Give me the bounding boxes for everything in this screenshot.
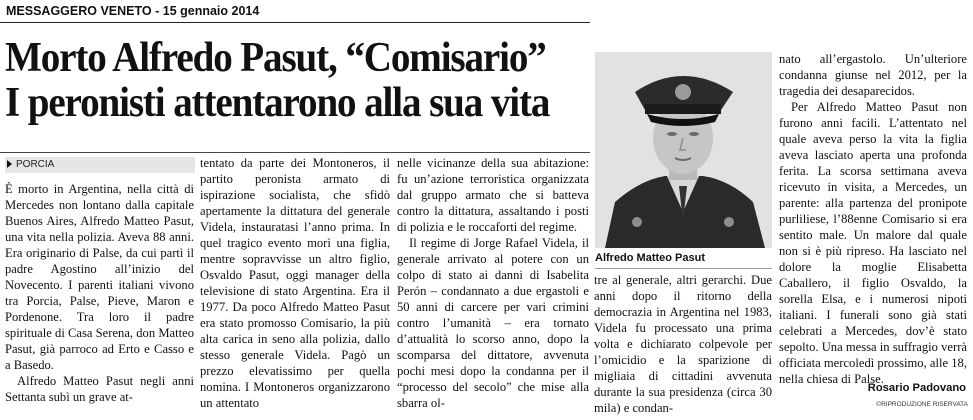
triangle-marker-icon	[7, 160, 12, 168]
copyright-text: ©RIPRODUZIONE RISERVATA	[876, 401, 968, 408]
article-column-4	[779, 51, 967, 385]
byline: Rosario Padovano	[867, 382, 966, 394]
headline-line-2: I peronisti attentarono alla sua vita	[5, 80, 550, 126]
paragraph: tre al generale, altri gerarchi. Due anni dopo il ritorno della democrazia in Argentina nel 1983, Videla fu processato una prima volta e dichiarato colpevole per l’omicidio e la sparizione di migliaia di cittadini avvenuta durante la sua presidenza (circa 30 mila) e condan-	[594, 273, 772, 415]
article-column-3	[397, 155, 589, 417]
section-label: PORCIA	[16, 159, 55, 170]
paragraph: Per Alfredo Matteo Pasut non furono anni facili. L’attentato nel quale aveva perso la vita la figlia aveva lasciato aperta una profonda ferita. La scorsa settimana aveva ricevuto in visita, a Mercedes, un parente: alla partenza del pronipote purliliese, l’88enne Comisario si era sentito male. Un malore dal quale non si è più ripreso. Ha lasciato nel dolore la moglie Elisabetta Caballero, il figlio Osvaldo, la sorella Elsa, e i numerosi nipoti italiani. I funerali sono già stati celebrati a Mercedes, dov’è stato sepolto. Una messa in suffragio verrà officiata mercoledì prossimo, alle 18, nella chiesa di Palse.	[779, 100, 967, 385]
paragraph: nato all’ergastolo. Un’ulteriore condanna giunse nel 2012, per la tragedia dei desaparecidos.	[779, 52, 967, 98]
caption-rule	[595, 268, 772, 269]
headline-line-1: Morto Alfredo Pasut, “Comisario”	[5, 35, 546, 81]
paragraph: Il regime di Jorge Rafael Videla, il generale arrivato al potere con un colpo di stato ai danni di Isabelita Perón – condannato a due ergastoli e 50 anni di carcere per vari crimini contro l’umanità – era tornato d’attualità lo scorso anno, dopo la scomparsa del dittatore, avvenuta pochi mesi dopo la condanna per il “processo del secolo” che mise alla sbarra ol-	[397, 236, 589, 410]
headline-rule	[0, 152, 590, 153]
paragraph: È morto in Argentina, nella città di Mercedes non lontano dalla capitale Buenos Aires, Alfredo Matteo Pasut, una vita nella polizia. Aveva 88 anni. Era originario di Palse, da cui partì il padre Agostino all’inizio del Novecento. I parenti italiani vivono tra Porcia, Palse, Pieve, Maron e Pordenone. Tra loro il padre spirituale di Casa Serena, don Matteo Pasut, già parroco ad Erto e Casso e a Basedo.	[5, 182, 194, 372]
paragraph: Alfredo Matteo Pasut negli anni Settanta subì un grave at-	[5, 374, 194, 404]
headline	[5, 35, 550, 126]
paragraph: nelle vicinanze della sua abitazione: fu un’azione terroristica organizzata dal gruppo armato che si batteva contro la dittatura, assaltando i posti di polizia e le roccaforti del regime.	[397, 156, 589, 234]
top-rule	[0, 22, 590, 23]
article-column-2	[200, 155, 390, 417]
paragraph: tentato da parte dei Montoneros, il partito peronista armato di ispirazione socialista, che sfidò apertamente la dittatura del generale Videla, instauratasi l’anno prima. In quel tragico evento morì una figlia, mentre sopravvisse un altro figlio, Osvaldo Pasut, oggi manager della televisione di stato Argentina. Era il 1977. Da poco Alfredo Matteo Pasut era stato promosso Comisario, la più alta carica in seno alla polizia, dallo stesso generale Videla. Pagò un prezzo elevatissimo per quella nomina. I Montoneros organizzarono un attentato	[200, 156, 390, 410]
portrait-photo-icon	[595, 52, 772, 248]
section-tag	[5, 157, 195, 173]
portrait-photo	[595, 52, 772, 248]
article-column-3b	[594, 272, 772, 417]
article-column-1	[5, 181, 194, 417]
masthead: MESSAGGERO VENETO - 15 gennaio 2014	[6, 4, 260, 18]
photo-caption: Alfredo Matteo Pasut	[595, 252, 706, 264]
copyright-notice	[842, 400, 968, 410]
